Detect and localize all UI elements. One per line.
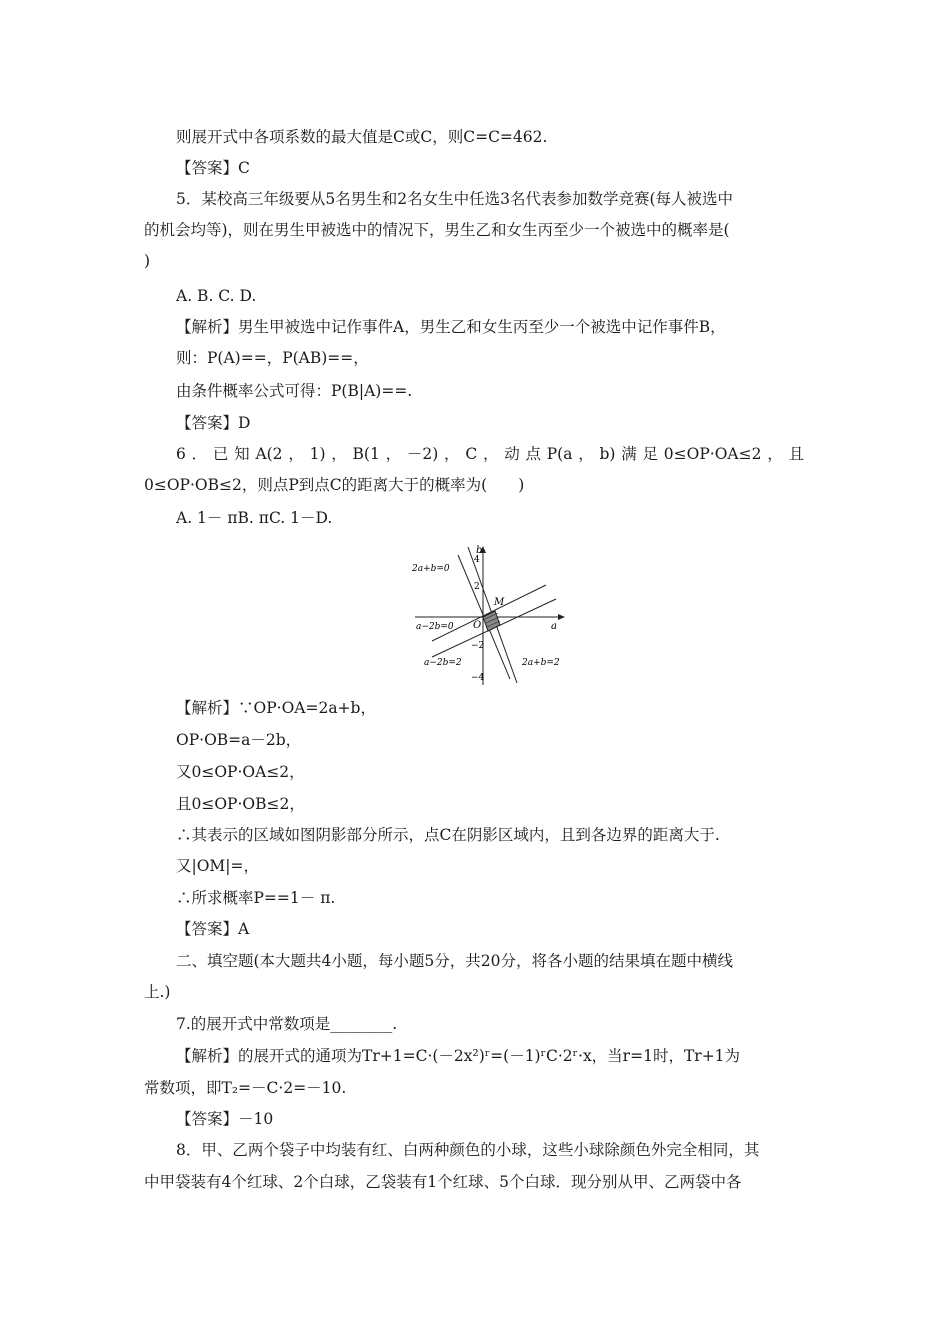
point-label: M xyxy=(494,597,505,608)
answer-line: 【答案】C xyxy=(176,159,250,177)
analysis-line: 【解析】∵OP·OA=2a+b， xyxy=(176,699,376,717)
line-label: a−2b=2 xyxy=(424,658,462,668)
options-line: A. B. C. D. xyxy=(176,287,257,305)
line-label: a−2b=0 xyxy=(416,622,454,632)
question-7: 7.的展开式中常数项是________. xyxy=(176,1015,398,1033)
text-line: 又0≤OP·OA≤2， xyxy=(176,763,305,781)
question-8: 8．甲、乙两个袋子中均装有红、白两种颜色的小球，这些小球除颜色外完全相同，其 xyxy=(176,1141,760,1159)
text-line: ) xyxy=(144,252,151,270)
tick-label: 4 xyxy=(474,555,480,565)
region-diagram xyxy=(410,545,585,687)
text-line: 则展开式中各项系数的最大值是C或C，则C=C=462. xyxy=(176,128,548,146)
text-line: 的机会均等)，则在男生甲被选中的情况下，男生乙和女生丙至少一个被选中的概率是( xyxy=(144,221,730,239)
question-5: 5．某校高三年级要从5名男生和2名女生中任选3名代表参加数学竞赛(每人被选中 xyxy=(176,190,733,208)
text-line: 且0≤OP·OB≤2， xyxy=(176,795,305,813)
tick-label: 2 xyxy=(474,582,480,592)
text-line: 0≤OP·OB≤2，则点P到点C的距离大于的概率为( ) xyxy=(144,476,525,494)
line-label: 2a+b=0 xyxy=(412,564,450,574)
options-line: A. 1－ πB. πC. 1－D. xyxy=(176,509,333,527)
text-line: 则：P(A)==，P(AB)==， xyxy=(176,349,369,367)
text-line: OP·OB=a－2b， xyxy=(176,731,302,749)
text-line: ∴其表示的区域如图阴影部分所示，点C在阴影区域内，且到各边界的距离大于. xyxy=(176,826,720,844)
origin-label: O xyxy=(473,620,482,631)
answer-line: 【答案】A xyxy=(176,920,250,938)
analysis-line: 【解析】的展开式的通项为Tr+1=C·(－2x²)ʳ=(－1)ʳC·2ʳ·x，当r=1时，Tr+1为 xyxy=(176,1047,741,1065)
text-line: 由条件概率公式可得：P(B|A)==. xyxy=(176,382,413,400)
text-line: 上.) xyxy=(144,983,171,1001)
answer-line: 【答案】D xyxy=(176,414,251,432)
text-line: 又|OM|=， xyxy=(176,857,260,875)
b-axis-label: b xyxy=(476,545,483,556)
line-label: 2a+b=2 xyxy=(522,658,560,668)
text-line: 常数项，即T₂=－C·2=－10. xyxy=(144,1079,347,1097)
analysis-line: 【解析】男生甲被选中记作事件A，男生乙和女生丙至少一个被选中记作事件B， xyxy=(176,318,726,336)
answer-line: 【答案】－10 xyxy=(176,1110,274,1128)
question-6: 6．已知A(2，1)，B(1，－2)，C，动点P(a，b)满足0≤OP·OA≤2，且 xyxy=(176,445,804,463)
section-heading: 二、填空题(本大题共4小题，每小题5分，共20分，将各小题的结果填在题中横线 xyxy=(176,952,733,970)
tick-label: −2 xyxy=(471,641,485,651)
text-line: 中甲袋装有4个红球、2个白球，乙袋装有1个红球、5个白球．现分别从甲、乙两袋中各 xyxy=(144,1173,742,1191)
line-a-2b-0 xyxy=(432,585,546,641)
a-axis-label: a xyxy=(551,621,557,632)
a-axis-arrow xyxy=(558,614,565,620)
tick-label: −4 xyxy=(471,673,485,683)
text-line: ∴所求概率P==1－ π. xyxy=(176,889,336,907)
